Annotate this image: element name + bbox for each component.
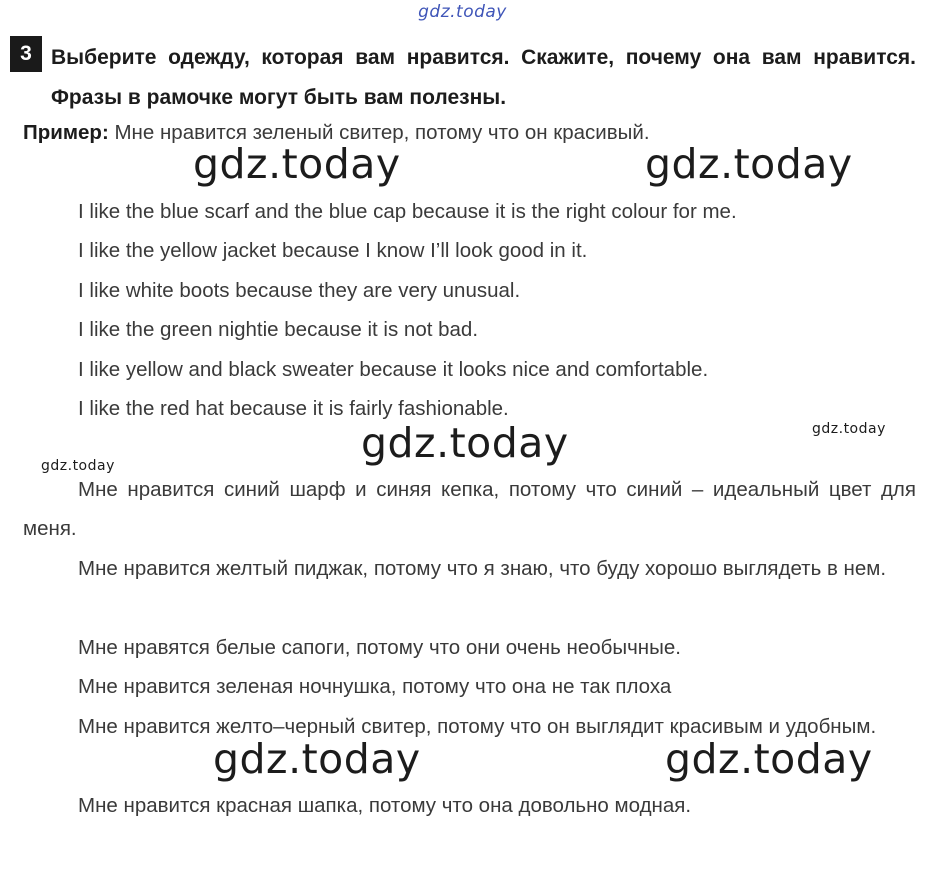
watermark: gdz.today [213, 735, 421, 783]
example-label: Пример: [23, 121, 109, 144]
english-answer: I like the blue scarf and the blue cap because it is the right colour for me. [78, 200, 737, 223]
watermark: gdz.today [41, 458, 115, 474]
english-answer-list [0, 197, 925, 433]
english-answer: I like the green nightie because it is not bad. [78, 318, 479, 342]
russian-translation: Мне нравятся белые сапоги, потому что они очень необычные. [78, 636, 681, 659]
example-text: Мне нравится зеленый свитер, потому что он красивый. [108, 121, 650, 144]
russian-translation: Мне нравится желто–черный свитер, потому что он выглядит красивым и удобным. [78, 715, 877, 738]
russian-translation: Мне нравится желтый пиджак, потому что я знаю, что буду хорошо выглядеть в нем. [78, 557, 887, 580]
russian-translation: Мне нравится синий шарф и синяя кепка, потому что синий – идеальный цвет для меня. [23, 478, 916, 540]
watermark: gdz.today [665, 735, 873, 783]
example-line [23, 118, 650, 148]
watermark: gdz.today [361, 419, 569, 467]
english-answer: I like yellow and black sweater because it looks nice and comfortable. [78, 357, 709, 381]
watermark: gdz.today [812, 421, 886, 437]
watermark-top: gdz.today [418, 2, 507, 22]
english-answer: I like white boots because they are very unusual. [78, 278, 521, 302]
task-instruction: Выберите одежду, которая вам нравится. Скажите, почему она вам нравится. Фразы в рамочке могут быть вам полезны. [51, 46, 916, 109]
english-answer: I like the red hat because it is fairly fashionable. [78, 396, 509, 420]
watermark: gdz.today [645, 140, 853, 188]
watermark: gdz.today [193, 140, 401, 188]
russian-translation: Мне нравится красная шапка, потому что она довольно модная. [78, 794, 692, 817]
english-answer: I like the yellow jacket because I know I’ll look good in it. [78, 239, 588, 263]
russian-translation: Мне нравится зеленая ночнушка, потому что она не так плоха [78, 675, 672, 698]
task-number-badge: 3 [10, 36, 42, 72]
